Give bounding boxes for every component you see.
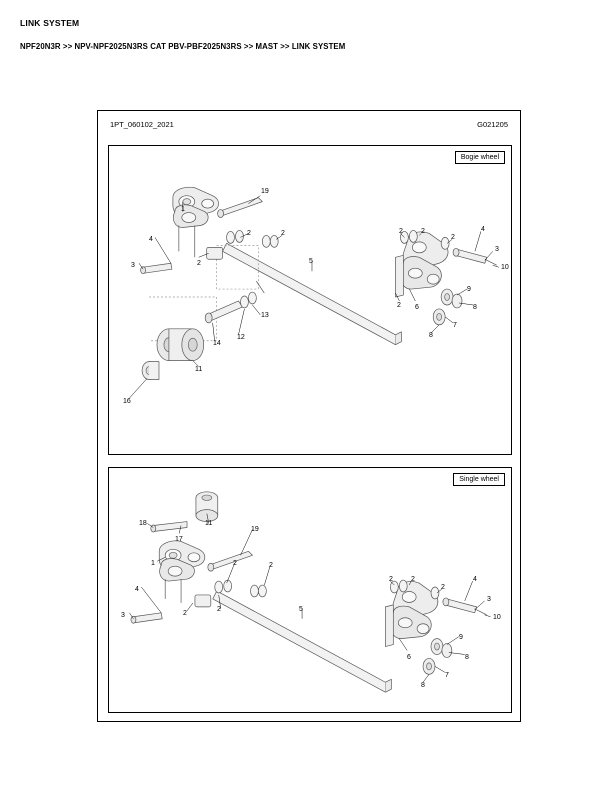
- callout-1: 1: [151, 560, 155, 567]
- callout-2: 2: [441, 584, 445, 591]
- callout-12: 12: [237, 334, 245, 341]
- callout-10: 10: [493, 614, 501, 621]
- callout-14: 14: [213, 340, 221, 347]
- callout-11: 11: [205, 520, 213, 527]
- callout-7: 7: [445, 672, 449, 679]
- callout-2: 2: [217, 606, 221, 613]
- callout-4: 4: [149, 236, 153, 243]
- callout-8: 8: [421, 682, 425, 689]
- callout-2: 2: [397, 302, 401, 309]
- panel-tag-bogie: Bogie wheel: [455, 151, 505, 164]
- callout-2: 2: [247, 230, 251, 237]
- bogie-wheel-illustration: [109, 146, 511, 454]
- callout-2: 2: [183, 610, 187, 617]
- callout-19: 19: [261, 188, 269, 195]
- callout-2: 2: [269, 562, 273, 569]
- callout-2: 2: [411, 576, 415, 583]
- callout-8: 8: [429, 332, 433, 339]
- callout-3: 3: [495, 246, 499, 253]
- drawing-frame: [97, 110, 521, 722]
- callout-18: 18: [139, 520, 147, 527]
- callout-2: 2: [421, 228, 425, 235]
- callout-8: 8: [473, 304, 477, 311]
- callout-2: 2: [281, 230, 285, 237]
- callout-1: 1: [181, 206, 185, 213]
- callout-4: 4: [135, 586, 139, 593]
- callout-2: 2: [389, 576, 393, 583]
- drawing-code: G021205: [477, 120, 508, 129]
- callout-4: 4: [481, 226, 485, 233]
- callout-10: 10: [501, 264, 509, 271]
- page-title: LINK SYSTEM: [20, 18, 80, 28]
- callout-3: 3: [131, 262, 135, 269]
- callout-3: 3: [121, 612, 125, 619]
- callout-2: 2: [197, 260, 201, 267]
- drawing-number: 1PT_060102_2021: [110, 120, 174, 129]
- callout-16: 16: [123, 398, 131, 405]
- callout-2: 2: [399, 228, 403, 235]
- panel-single-wheel: [108, 467, 512, 713]
- callout-5: 5: [299, 606, 303, 613]
- callout-2: 2: [233, 560, 237, 567]
- callout-9: 9: [467, 286, 471, 293]
- single-wheel-illustration: [109, 468, 511, 712]
- callout-8: 8: [465, 654, 469, 661]
- callout-9: 9: [459, 634, 463, 641]
- callout-7: 7: [453, 322, 457, 329]
- callout-5: 5: [309, 258, 313, 265]
- callout-19: 19: [251, 526, 259, 533]
- callout-6: 6: [407, 654, 411, 661]
- callout-11: 11: [195, 366, 203, 373]
- panel-tag-single: Single wheel: [453, 473, 505, 486]
- callout-17: 17: [175, 536, 183, 543]
- callout-13: 13: [261, 312, 269, 319]
- callout-2: 2: [451, 234, 455, 241]
- callout-6: 6: [415, 304, 419, 311]
- callout-4: 4: [473, 576, 477, 583]
- breadcrumb: NPF20N3R >> NPV-NPF2025N3RS CAT PBV-PBF2025N3RS >> MAST >> LINK SYSTEM: [20, 42, 346, 51]
- panel-bogie-wheel: [108, 145, 512, 455]
- callout-3: 3: [487, 596, 491, 603]
